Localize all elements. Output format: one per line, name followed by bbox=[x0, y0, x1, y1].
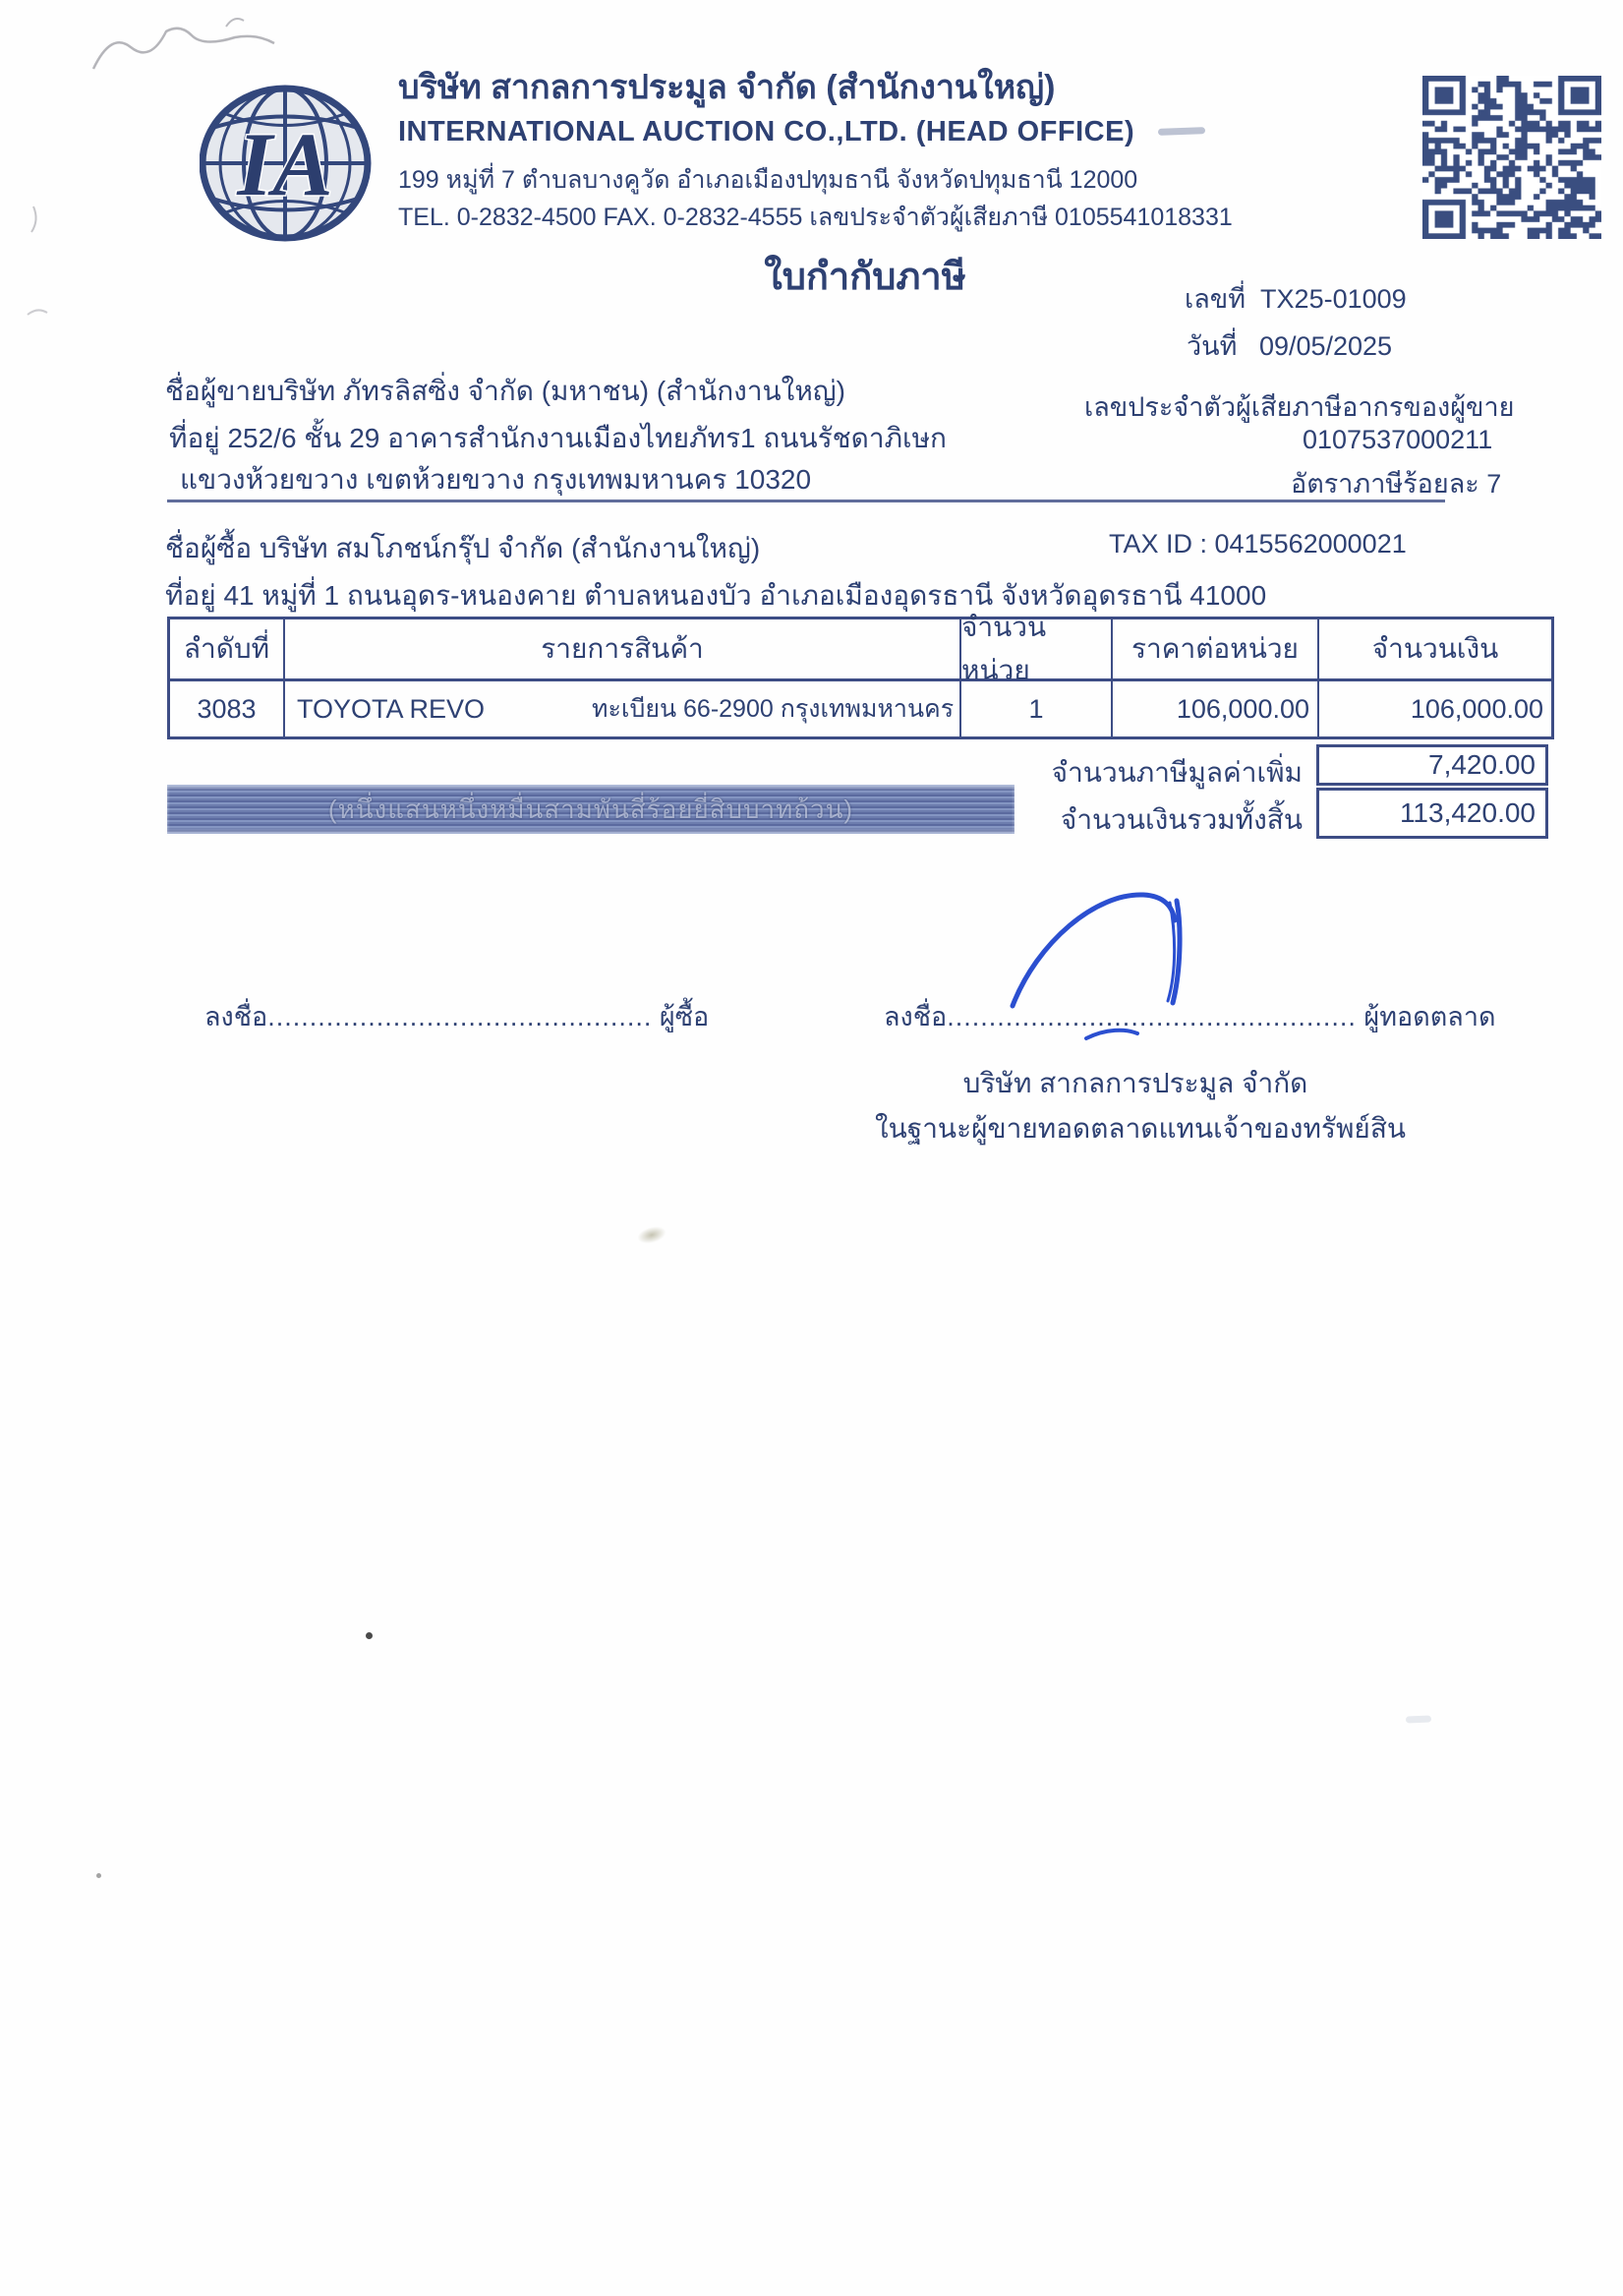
auctioneer-sign-dots: ................................................. bbox=[947, 1002, 1357, 1031]
scan-speck-small bbox=[96, 1873, 101, 1878]
buyer-signature-line bbox=[204, 995, 709, 1037]
seller-address-line1: ที่อยู่ 252/6 ชั้น 29 อาคารสำนักงานเมืองไทยภัทร1 ถนนรัชดาภิเษก bbox=[169, 423, 948, 453]
document-title: ใบกำกับภาษี bbox=[764, 257, 966, 298]
seller-taxid-value: 0107537000211 bbox=[1303, 425, 1493, 454]
scan-smudge bbox=[635, 1223, 667, 1246]
seller-vat-rate: อัตราภาษีร้อยละ 7 bbox=[1291, 469, 1502, 499]
seller-taxid-label: เลขประจำตัวผู้เสียภาษีอากรของผู้ขาย bbox=[1084, 392, 1515, 422]
seller-name-line: ชื่อผู้ขายบริษัท ภัทรลิสซิ่ง จำกัด (มหาชน) (สำนักงานใหญ่) bbox=[165, 376, 845, 406]
auctioneer-note-line: ในฐานะผู้ขายทอดตลาดแทนเจ้าของทรัพย์สิน bbox=[874, 1113, 1407, 1144]
scan-speck bbox=[366, 1632, 373, 1639]
document-number-label: เลขที่ bbox=[1185, 284, 1246, 314]
pencil-scribble bbox=[79, 5, 315, 93]
amount-in-words-text: (หนึ่งแสนหนึ่งหมื่นสามพันสี่ร้อยยี่สิบบาทถ้วน) bbox=[327, 794, 854, 824]
col-header-amount: จำนวนเงิน bbox=[1371, 633, 1499, 664]
buyer-address-line: ที่อยู่ 41 หมู่ที่ 1 ถนนอุดร-หนองคาย ตำบลหนองบัว อำเภอเมืองอุดรธานี จังหวัดอุดรธานี 41000 bbox=[165, 580, 1267, 611]
qr-code bbox=[1422, 76, 1601, 239]
item-description-main: TOYOTA REVO bbox=[297, 693, 486, 724]
amount-in-words-band bbox=[167, 785, 1014, 834]
total-amount: 113,420.00 bbox=[1316, 788, 1548, 839]
section-divider bbox=[167, 500, 1445, 502]
seller-address-line2: แขวงห้วยขวาง เขตห้วยขวาง กรุงเทพมหานคร 10320 bbox=[180, 464, 812, 495]
svg-text:IA: IA bbox=[237, 114, 333, 214]
col-header-unit-price: ราคาต่อหน่วย bbox=[1113, 619, 1319, 678]
buyer-sign-label: ลงชื่อ bbox=[204, 1002, 268, 1031]
buyer-name-line: ชื่อผู้ซื้อ บริษัท สมโภชน์กรุ๊ป จำกัด (สำนักงานใหญ่) bbox=[165, 533, 761, 563]
auctioneer-company-line: บริษัท สากลการประมูล จำกัด bbox=[962, 1068, 1308, 1098]
company-name-thai: บริษัท สากลการประมูล จำกัด (สำนักงานใหญ่) bbox=[398, 69, 1056, 106]
vat-label: จำนวนภาษีมูลค่าเพิ่ม bbox=[1051, 757, 1303, 788]
company-logo-globe-icon bbox=[200, 85, 372, 242]
item-unit-price: 106,000.00 bbox=[1113, 681, 1319, 736]
items-table bbox=[167, 612, 1554, 739]
document-number-value: TX25-01009 bbox=[1260, 284, 1407, 314]
col-header-qty: จำนวนหน่วย bbox=[961, 619, 1113, 678]
col-header-description: รายการสินค้า bbox=[285, 619, 961, 678]
pen-streak bbox=[1158, 127, 1205, 136]
table-header-row bbox=[170, 612, 1551, 685]
vat-amount: 7,420.00 bbox=[1316, 744, 1548, 786]
document-date-value: 09/05/2025 bbox=[1258, 331, 1393, 361]
item-qty: 1 bbox=[961, 681, 1113, 736]
document-date bbox=[1187, 324, 1392, 367]
document-date-label: วันที่ bbox=[1187, 331, 1238, 361]
auctioneer-signature-line bbox=[884, 995, 1496, 1037]
buyer-sign-dots: .............................................. bbox=[267, 1002, 653, 1031]
company-address: 199 หมู่ที่ 7 ตำบลบางคูวัด อำเภอเมืองปทุมธานี จังหวัดปทุมธานี 12000 bbox=[398, 166, 1138, 194]
buyer-taxid-line: TAX ID : 0415562000021 bbox=[1109, 529, 1407, 559]
pencil-marks bbox=[20, 197, 79, 334]
item-amount: 106,000.00 bbox=[1410, 693, 1543, 724]
item-description bbox=[285, 681, 961, 736]
scan-faint-mark bbox=[1406, 1716, 1431, 1724]
total-label: จำนวนเงินรวมทั้งสิ้น bbox=[1060, 804, 1303, 835]
item-description-sub: ทะเบียน 66-2900 กรุงเทพมหานคร bbox=[592, 695, 955, 723]
company-name-english: INTERNATIONAL AUCTION CO.,LTD. (HEAD OFFICE) bbox=[398, 116, 1135, 147]
company-tel-taxid: TEL. 0-2832-4500 FAX. 0-2832-4555 เลขประจำตัวผู้เสียภาษี 0105541018331 bbox=[398, 204, 1233, 231]
buyer-sign-role: ผู้ซื้อ bbox=[659, 1002, 710, 1031]
auctioneer-sign-label: ลงชื่อ bbox=[884, 1002, 948, 1031]
item-no: 3083 bbox=[170, 681, 285, 736]
table-row bbox=[170, 681, 1551, 736]
col-header-no: ลำดับที่ bbox=[170, 619, 285, 678]
auctioneer-sign-role: ผู้ทอดตลาด bbox=[1363, 1002, 1496, 1031]
document-number bbox=[1185, 277, 1407, 320]
